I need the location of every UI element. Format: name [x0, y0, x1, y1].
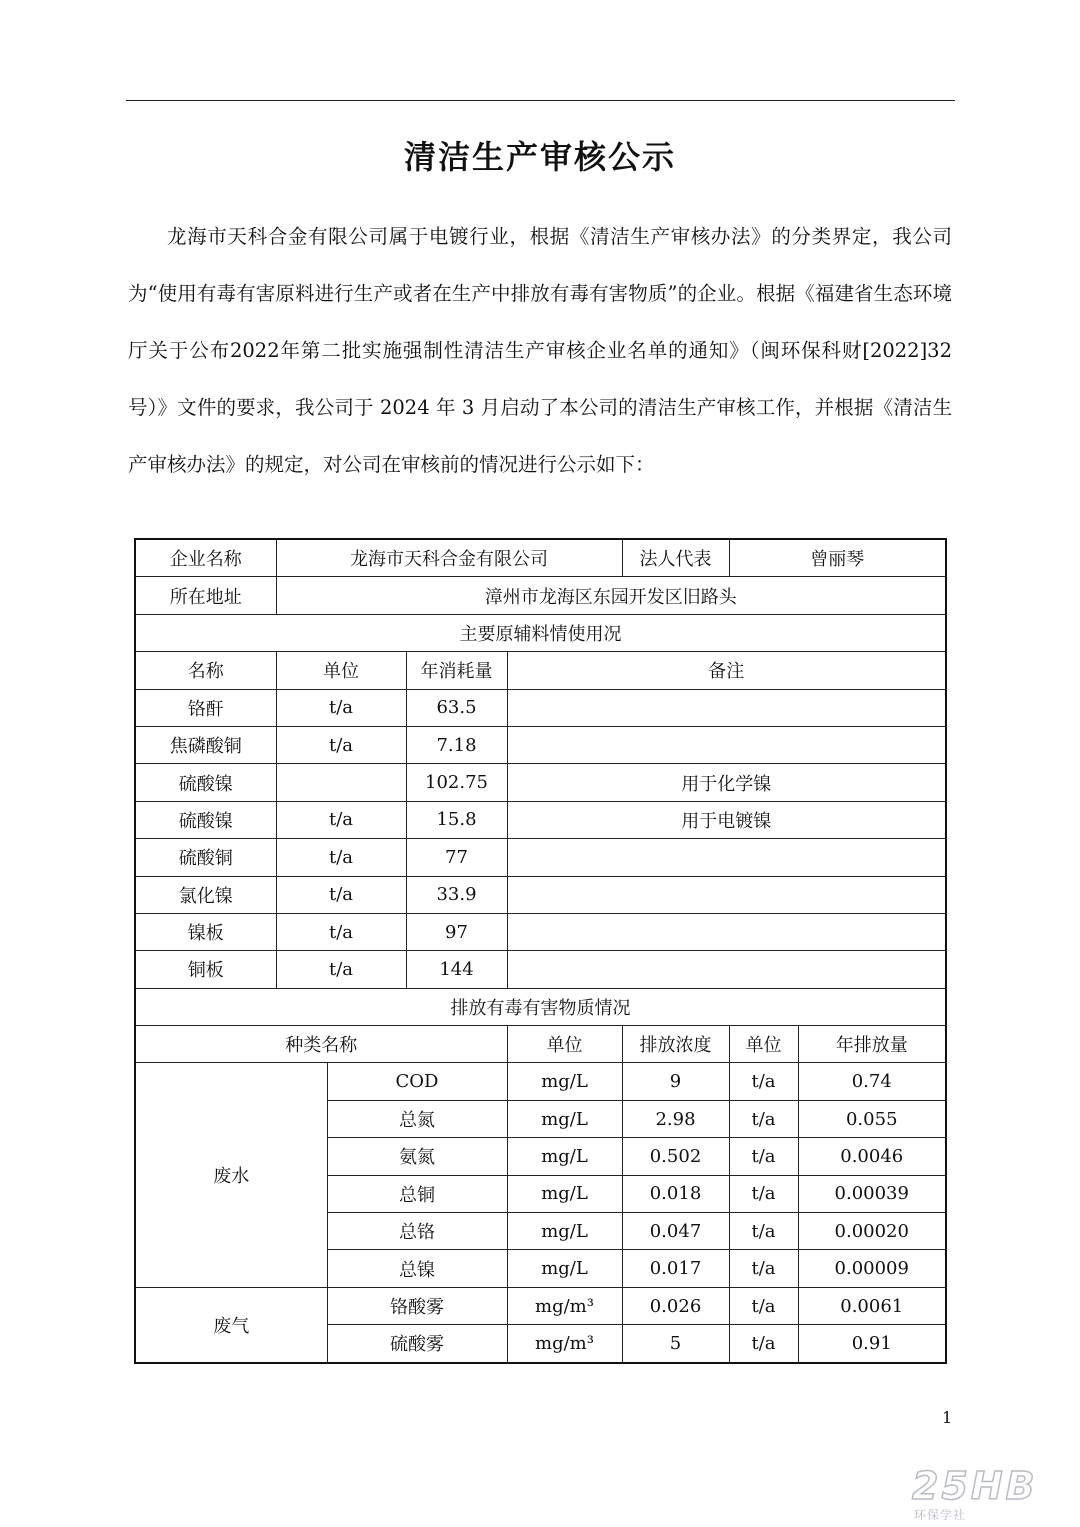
company-value: 龙海市天科合金有限公司 — [276, 539, 622, 577]
material-unit: t/a — [276, 689, 406, 726]
concentration-value: 0.026 — [622, 1287, 729, 1324]
material-remark — [507, 839, 946, 876]
annual-value: 0.00020 — [798, 1213, 946, 1250]
concentration-unit: mg/m³ — [507, 1287, 622, 1324]
pollutant-name: 总氮 — [327, 1100, 507, 1137]
material-remark: 用于化学镍 — [507, 764, 946, 801]
concentration-value: 0.047 — [622, 1213, 729, 1250]
material-consumption: 63.5 — [406, 689, 507, 726]
concentration-value: 2.98 — [622, 1100, 729, 1137]
material-unit: t/a — [276, 726, 406, 763]
emissions-header-type: 种类名称 — [135, 1026, 507, 1063]
material-name: 铜板 — [135, 951, 276, 988]
material-unit: t/a — [276, 801, 406, 838]
watermark-logo: 25HB — [912, 1464, 1038, 1508]
material-name: 铬酐 — [135, 689, 276, 726]
material-name: 硫酸铜 — [135, 839, 276, 876]
emission-category-waste-gas: 废气 — [135, 1287, 327, 1362]
header-rule — [126, 100, 955, 101]
address-label: 所在地址 — [135, 577, 276, 614]
table-row — [135, 801, 946, 838]
concentration-unit: mg/L — [507, 1175, 622, 1212]
material-unit — [276, 764, 406, 801]
material-consumption: 15.8 — [406, 801, 507, 838]
material-consumption: 7.18 — [406, 726, 507, 763]
pollutant-name: 总铬 — [327, 1213, 507, 1250]
concentration-unit: mg/L — [507, 1063, 622, 1100]
material-name: 焦磷酸铜 — [135, 726, 276, 763]
material-remark: 用于电镀镍 — [507, 801, 946, 838]
table-row — [135, 839, 946, 876]
material-remark — [507, 689, 946, 726]
address-value: 漳州市龙海区东园开发区旧路头 — [276, 577, 946, 614]
annual-unit: t/a — [729, 1175, 798, 1212]
annual-value: 0.055 — [798, 1100, 946, 1137]
concentration-unit: mg/L — [507, 1100, 622, 1137]
material-unit: t/a — [276, 876, 406, 913]
annual-value: 0.00009 — [798, 1250, 946, 1287]
table-row — [135, 1287, 946, 1324]
emissions-header-concentration: 排放浓度 — [622, 1026, 729, 1063]
emissions-section-title: 排放有毒有害物质情况 — [135, 988, 946, 1025]
material-remark — [507, 876, 946, 913]
materials-header-row — [135, 652, 946, 689]
company-row — [135, 539, 946, 577]
emissions-header-row — [135, 1026, 946, 1063]
annual-value: 0.0046 — [798, 1138, 946, 1175]
pollutant-name: 硫酸雾 — [327, 1325, 507, 1363]
emission-category-wastewater: 废水 — [135, 1063, 327, 1287]
pollutant-name: 总镍 — [327, 1250, 507, 1287]
material-name: 镍板 — [135, 913, 276, 950]
annual-unit: t/a — [729, 1250, 798, 1287]
material-unit: t/a — [276, 913, 406, 950]
annual-value: 0.74 — [798, 1063, 946, 1100]
annual-value: 0.00039 — [798, 1175, 946, 1212]
table-row — [135, 764, 946, 801]
annual-value: 0.91 — [798, 1325, 946, 1363]
emissions-header-unit: 单位 — [507, 1026, 622, 1063]
address-row — [135, 577, 946, 614]
emissions-header-annual: 年排放量 — [798, 1026, 946, 1063]
pollutant-name: COD — [327, 1063, 507, 1100]
watermark-caption: 环保学社 — [914, 1508, 967, 1522]
material-consumption: 33.9 — [406, 876, 507, 913]
emissions-section-row — [135, 988, 946, 1025]
materials-header-unit: 单位 — [276, 652, 406, 689]
concentration-value: 0.017 — [622, 1250, 729, 1287]
concentration-value: 9 — [622, 1063, 729, 1100]
material-consumption: 144 — [406, 951, 507, 988]
emissions-header-unit-2: 单位 — [729, 1026, 798, 1063]
company-label: 企业名称 — [135, 539, 276, 577]
legal-rep-value: 曾丽琴 — [729, 539, 946, 577]
table-row — [135, 1063, 946, 1100]
material-unit: t/a — [276, 839, 406, 876]
material-name: 硫酸镍 — [135, 801, 276, 838]
annual-unit: t/a — [729, 1100, 798, 1137]
annual-unit: t/a — [729, 1063, 798, 1100]
page-number: 1 — [942, 1408, 953, 1427]
concentration-value: 0.502 — [622, 1138, 729, 1175]
table-row — [135, 951, 946, 988]
materials-section-row — [135, 614, 946, 651]
pollutant-name: 总铜 — [327, 1175, 507, 1212]
pollutant-name: 铬酸雾 — [327, 1287, 507, 1324]
annual-unit: t/a — [729, 1213, 798, 1250]
concentration-unit: mg/L — [507, 1250, 622, 1287]
page-title: 清洁生产审核公示 — [403, 138, 676, 176]
material-remark — [507, 913, 946, 950]
intro-text: 龙海市天科合金有限公司属于电镀行业，根据《清洁生产审核办法》的分类界定，我公司为“使用有毒有害原料进行生产或者在生产中排放有毒有害物质”的企业。根据《福建省生态环境厅关于公布2022年第二批实施强制性清洁生产审核企业名单的通知》（闽环保科财[2022]32号）》文件的要求，我公司于 2024 年 3 月启动了本公司的清洁生产审核工作，并根据《清洁生产审核办法》的规定，对公司在审核前的情况进行公示如下： — [128, 225, 952, 476]
material-unit: t/a — [276, 951, 406, 988]
materials-header-consumption: 年消耗量 — [406, 652, 507, 689]
concentration-unit: mg/m³ — [507, 1325, 622, 1363]
material-name: 硫酸镍 — [135, 764, 276, 801]
table-row — [135, 689, 946, 726]
intro-paragraph — [128, 208, 952, 493]
material-remark — [507, 726, 946, 763]
material-consumption: 97 — [406, 913, 507, 950]
material-name: 氯化镍 — [135, 876, 276, 913]
material-consumption: 102.75 — [406, 764, 507, 801]
concentration-unit: mg/L — [507, 1213, 622, 1250]
table-row — [135, 726, 946, 763]
annual-unit: t/a — [729, 1287, 798, 1324]
annual-unit: t/a — [729, 1138, 798, 1175]
disclosure-table — [134, 538, 947, 1364]
legal-rep-label: 法人代表 — [622, 539, 729, 577]
materials-header-remark: 备注 — [507, 652, 946, 689]
annual-value: 0.0061 — [798, 1287, 946, 1324]
material-consumption: 77 — [406, 839, 507, 876]
concentration-value: 0.018 — [622, 1175, 729, 1212]
table-row — [135, 876, 946, 913]
annual-unit: t/a — [729, 1325, 798, 1363]
materials-section-title: 主要原辅料情使用况 — [135, 614, 946, 651]
concentration-value: 5 — [622, 1325, 729, 1363]
materials-header-name: 名称 — [135, 652, 276, 689]
material-remark — [507, 951, 946, 988]
table-row — [135, 913, 946, 950]
pollutant-name: 氨氮 — [327, 1138, 507, 1175]
site-watermark — [912, 1466, 1072, 1524]
concentration-unit: mg/L — [507, 1138, 622, 1175]
